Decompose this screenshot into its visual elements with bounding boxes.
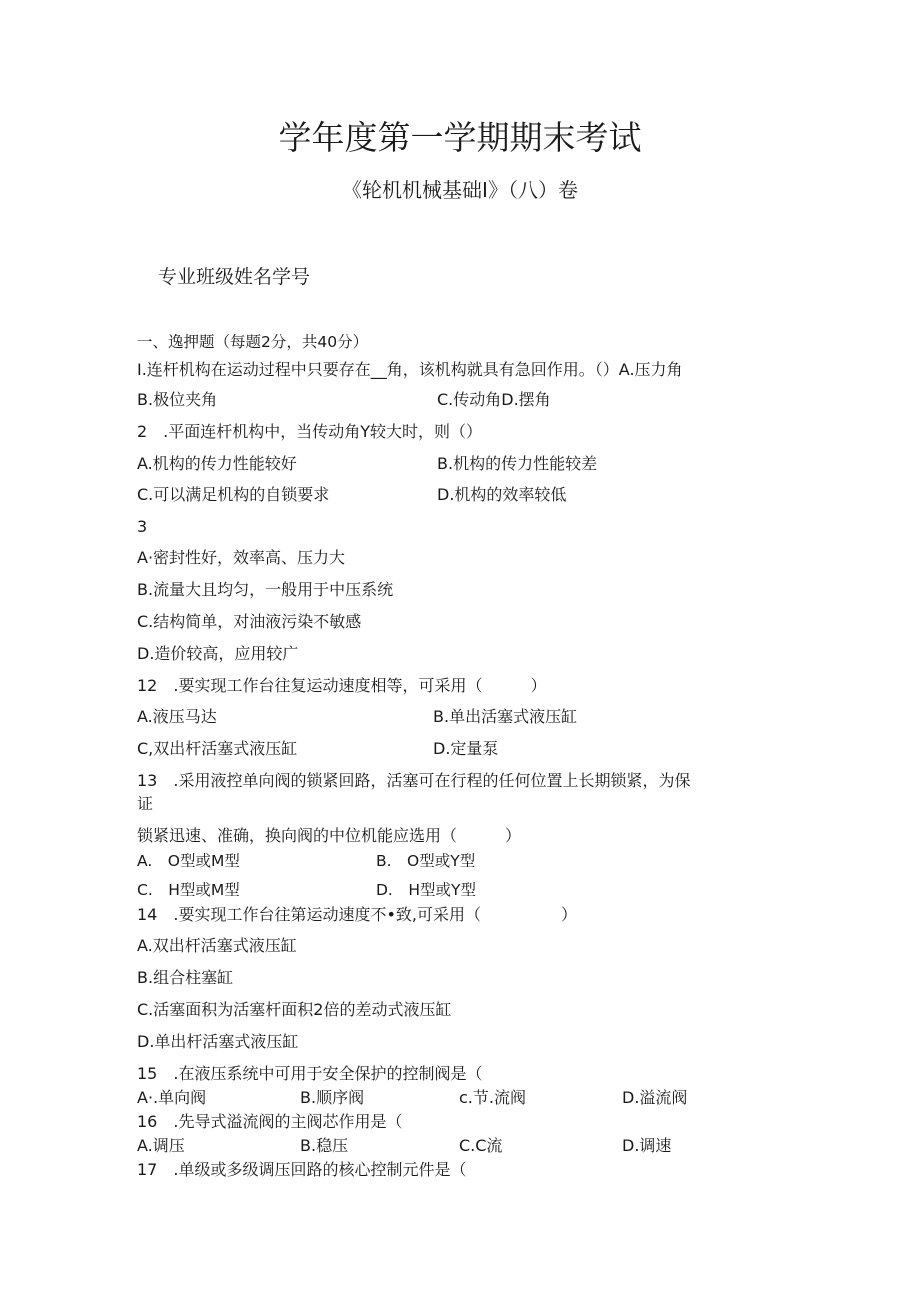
question-13-stem-cont: 锁紧迅速、准确，换向阀的中位机能应选用（ ） [137,826,522,845]
question-3-option-d: D.造价较高，应用较广 [137,644,299,663]
question-13-option-d: D. H型或Y型 [376,881,476,899]
question-15-option-c: c.节.流阀 [459,1088,526,1107]
question-3-option-b: B.流量大且均匀，一般用于中压系统 [137,580,394,599]
page-subtitle: 《轮机机械基础I》（八）卷 [342,178,578,202]
question-15-option-b: B.顺序阀 [300,1088,365,1107]
question-14-option-a: A.双出杆活塞式液压缸 [137,936,297,955]
question-16-option-c: C.C流 [459,1136,503,1155]
question-16-option-b: B.稳压 [300,1136,349,1155]
question-16-option-d: D.调速 [622,1136,672,1155]
question-14-option-c: C.活塞面积为活塞杆面积2倍的差动式液压缸 [137,1000,452,1019]
question-16-option-a: A.调压 [137,1136,185,1155]
question-3-option-c: C.结构简单，对油液污染不敏感 [137,612,362,631]
page-title: 学年度第一学期期末考试 [278,118,642,157]
question-17-stem: 17 .单级或多级调压回路的核心控制元件是（ [137,1160,467,1179]
question-12-option-a: A.液压马达 [137,707,217,726]
question-12-option-b: B.单出活塞式液压缸 [433,707,578,726]
question-12-option-d: D.定量泵 [433,739,499,758]
question-2-option-a: A.机构的传力性能较好 [137,454,297,473]
student-info-line: 专业班级姓名学号 [158,266,311,288]
question-15-option-d: D.溢流阀 [622,1088,688,1107]
question-1-option-cd: C.传动角D.摆角 [437,390,551,409]
question-14-stem: 14 .要实现工作台往第运动速度不•致,可采用（ ） [137,905,577,924]
question-13-option-c: C. H型或M型 [137,881,240,899]
question-14-option-b: B.组合柱塞缸 [137,968,234,987]
question-13-stem: 13 .采用液控单向阀的锁紧回路，活塞可在行程的任何位置上长期锁紧，为保 [137,771,691,790]
question-2-option-d: D.机构的效率较低 [437,485,567,504]
question-2-option-b: B.机构的传力性能较差 [437,454,598,473]
question-14-option-d: D.单出杆活塞式液压缸 [137,1032,299,1051]
question-13-option-b: B. O型或Y型 [376,852,476,870]
question-1-option-b: B.极位夹角 [137,390,218,409]
question-15-option-a: A·.单向阀 [137,1088,207,1107]
question-13-stem-wrap: 证 [137,794,154,813]
question-3-number: 3 [137,517,148,536]
question-15-stem: 15 .在液压系统中可用于安全保护的控制阀是（ [137,1064,483,1083]
question-12-stem: 12 .要实现工作台往复运动速度相等，可采用（ ） [137,676,547,695]
question-12-option-c: C,双出杆活塞式液压缸 [137,739,298,758]
question-3-option-a: A·密封性好，效率高、压力大 [137,548,346,567]
question-13-option-a: A. O型或M型 [137,852,240,870]
question-2-stem: 2 .平面连杆机构中，当传动角Y较大时，则（） [137,422,483,441]
question-1-stem: I.连杆机构在运动过程中只要存在__角，该机构就具有急回作用。（）A.压力角 [137,360,683,379]
section-heading: 一、逸押题（每题2分，共40分） [137,333,369,351]
question-2-option-c: C.可以满足机构的自锁要求 [137,485,330,504]
question-16-stem: 16 .先导式溢流阀的主阀芯作用是（ [137,1112,403,1131]
